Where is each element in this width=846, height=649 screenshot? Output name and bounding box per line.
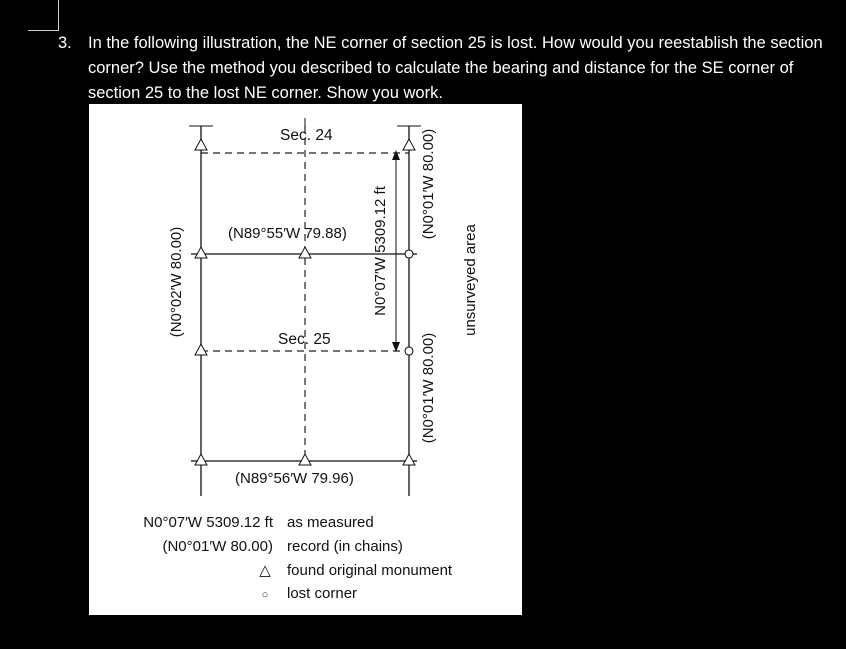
monument-triangle xyxy=(299,454,311,465)
lost-corner-ne-sec25 xyxy=(405,250,413,258)
monument-triangle xyxy=(195,344,207,355)
legend-measured-desc: as measured xyxy=(287,514,374,531)
arrowhead-up xyxy=(392,150,400,160)
label-mid-bearing: (N89°55′W 79.88) xyxy=(228,225,347,242)
monument-triangle xyxy=(299,247,311,258)
monument-triangle xyxy=(195,454,207,465)
monument-triangle xyxy=(195,139,207,150)
question-number: 3. xyxy=(58,34,72,52)
legend-lost-desc: lost corner xyxy=(287,585,358,602)
label-sec24: Sec. 24 xyxy=(280,127,333,144)
legend-record-desc: record (in chains) xyxy=(287,538,403,555)
legend-record-value: (N0°01′W 80.00) xyxy=(162,538,273,555)
question-text: In the following illustration, the NE corner of section 25 is lost. How would you reestablish the section corner? Use the method you described to calculate the bearing and distance for the SE corner of section 25 to the lost NE corner. Show you work. xyxy=(88,34,823,102)
legend-measured-value: N0°07′W 5309.12 ft xyxy=(143,514,273,531)
lost-corner-east-quarter xyxy=(405,347,413,355)
legend-lost-corner-icon: ○ xyxy=(261,589,269,601)
monument-triangle xyxy=(403,454,415,465)
label-unsurveyed-area: unsurveyed area xyxy=(462,224,479,336)
label-sec25: Sec. 25 xyxy=(278,331,331,348)
survey-figure xyxy=(89,104,522,615)
label-right-bearing-upper: (N0°01′W 80.00) xyxy=(420,128,437,240)
monument-triangle xyxy=(195,247,207,258)
label-right-bearing-lower: (N0°01′W 80.00) xyxy=(420,332,437,444)
survey-diagram xyxy=(89,104,522,615)
label-left-bearing: (N0°02′W 80.00) xyxy=(168,226,185,338)
monument-triangle xyxy=(403,139,415,150)
legend-monument-icon: △ xyxy=(259,562,271,579)
page-corner-mark xyxy=(28,0,59,31)
label-measured-bearing: N0°07′W 5309.12 ft xyxy=(372,186,389,316)
legend-monument-desc: found original monument xyxy=(287,562,453,579)
label-bottom-bearing: (N89°56′W 79.96) xyxy=(235,470,354,487)
